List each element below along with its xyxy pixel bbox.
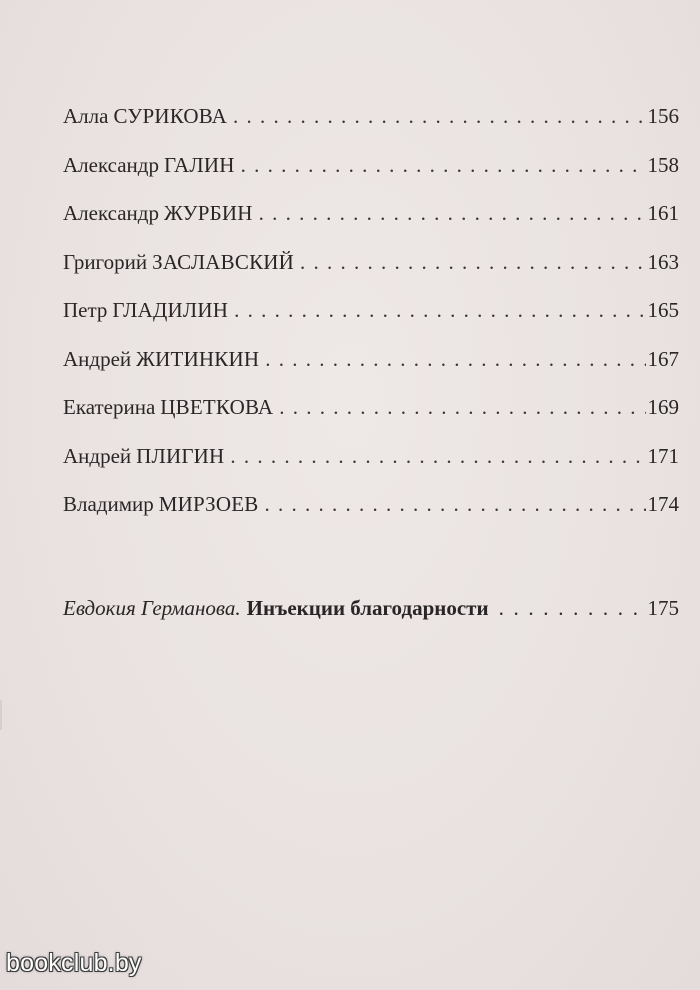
toc-surname: ЖУРБИН xyxy=(163,201,253,225)
dot-leader xyxy=(300,252,645,273)
toc-entry xyxy=(63,443,679,495)
toc-first-name: Петр xyxy=(63,298,108,322)
dot-leader xyxy=(259,203,646,224)
toc-entry xyxy=(63,152,679,204)
watermark: bookclub.by xyxy=(6,949,142,977)
toc-surname: ЖИТИНКИН xyxy=(136,346,260,371)
dot-leader xyxy=(234,300,645,321)
toc-first-name: Андрей xyxy=(63,443,132,468)
toc-surname: ЗАСЛАВСКИЙ xyxy=(152,249,295,274)
toc-surname: СУРИКОВА xyxy=(113,104,227,128)
toc-page-number: 156 xyxy=(647,104,679,128)
essay-author: Евдокия Германова. xyxy=(63,596,241,620)
toc-surname: ПЛИГИН xyxy=(136,443,225,468)
toc-surname: ГАЛИН xyxy=(163,152,235,177)
toc-essay-entry xyxy=(63,596,679,621)
toc-first-name: Александр xyxy=(63,152,159,177)
toc-page-number: 161 xyxy=(647,201,679,225)
toc-page-number: 174 xyxy=(647,492,679,516)
toc-page-number: 158 xyxy=(647,152,679,177)
dot-leader xyxy=(265,349,645,370)
toc-first-name: Екатерина xyxy=(63,395,156,419)
toc-entry xyxy=(63,397,679,446)
dot-leader xyxy=(233,106,646,127)
toc-first-name: Андрей xyxy=(63,346,132,371)
toc-entry xyxy=(63,106,679,155)
dot-leader xyxy=(279,397,645,418)
toc-page-number: 165 xyxy=(647,298,679,322)
toc-first-name: Алла xyxy=(63,104,109,128)
toc-page-number: 169 xyxy=(647,395,679,419)
toc-first-name: Александр xyxy=(63,201,159,225)
essay-page-number: 175 xyxy=(647,596,679,620)
toc-page-number: 163 xyxy=(647,249,679,274)
toc-entry xyxy=(63,300,679,349)
toc-entry xyxy=(63,249,679,301)
toc-entry xyxy=(63,346,679,398)
dot-leader xyxy=(499,596,646,621)
table-of-contents xyxy=(63,106,679,543)
toc-first-name: Григорий xyxy=(63,249,148,274)
toc-entry xyxy=(63,203,679,252)
toc-page-number: 171 xyxy=(647,443,679,468)
toc-entry xyxy=(63,494,679,543)
toc-surname: ЦВЕТКОВА xyxy=(160,395,274,419)
toc-first-name: Владимир xyxy=(63,492,154,516)
dot-leader xyxy=(264,494,645,515)
toc-surname: ГЛАДИЛИН xyxy=(112,298,229,322)
toc-page-number: 167 xyxy=(647,346,679,371)
dot-leader xyxy=(241,155,646,176)
essay-title: Инъекции благодарности xyxy=(246,596,489,620)
page-edge-mark xyxy=(0,700,2,730)
toc-surname: МИРЗОЕВ xyxy=(158,492,259,516)
dot-leader xyxy=(230,446,645,467)
